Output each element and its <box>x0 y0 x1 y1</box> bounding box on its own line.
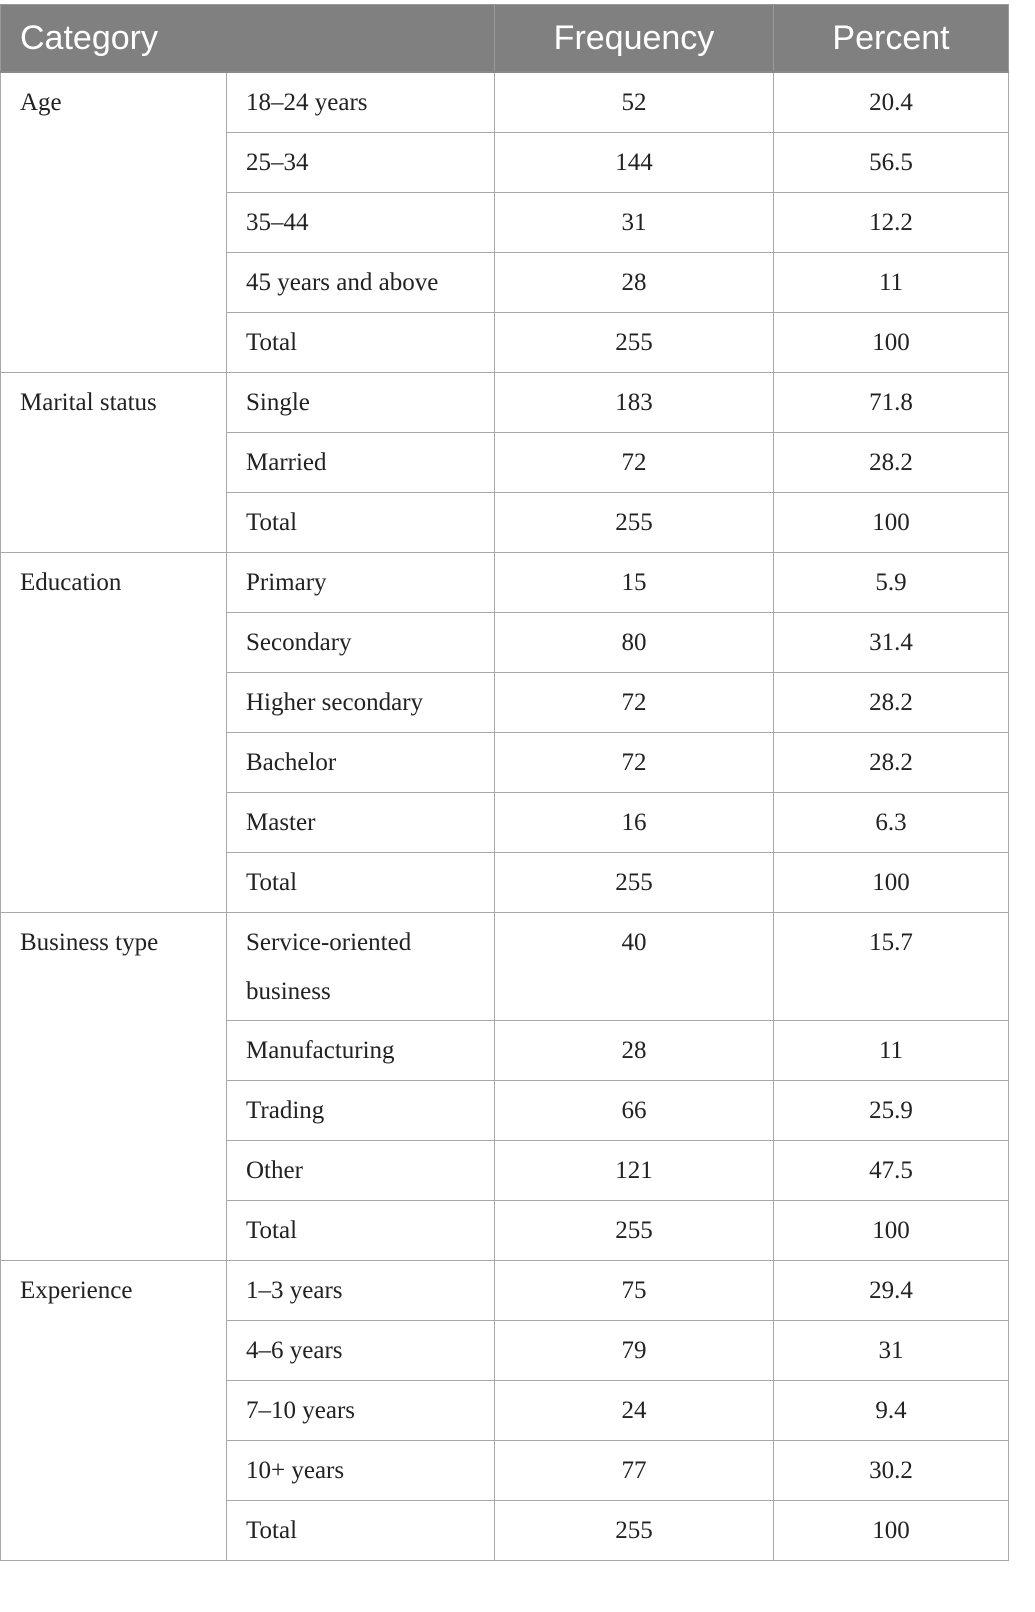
table-header <box>1 5 1009 73</box>
percent-cell: 29.4 <box>774 1260 1009 1320</box>
table-body <box>1 72 1009 1560</box>
subcategory-cell: Manufacturing <box>227 1020 495 1080</box>
subcategory-cell: Single <box>227 372 495 432</box>
subcategory-cell: Trading <box>227 1080 495 1140</box>
percent-cell: 100 <box>774 1500 1009 1560</box>
category-cell: Marital status <box>1 372 227 552</box>
frequency-cell: 15 <box>495 552 774 612</box>
header-row <box>1 5 1009 73</box>
category-cell: Education <box>1 552 227 912</box>
frequency-cell: 255 <box>495 1500 774 1560</box>
subcategory-cell: Total <box>227 852 495 912</box>
frequency-cell: 72 <box>495 432 774 492</box>
percent-cell: 11 <box>774 252 1009 312</box>
header-category: Category <box>1 5 495 73</box>
table-row <box>1 912 1009 1020</box>
percent-cell: 47.5 <box>774 1140 1009 1200</box>
frequency-cell: 16 <box>495 792 774 852</box>
percent-cell: 20.4 <box>774 72 1009 132</box>
frequency-cell: 121 <box>495 1140 774 1200</box>
frequency-cell: 24 <box>495 1380 774 1440</box>
frequency-cell: 28 <box>495 1020 774 1080</box>
subcategory-cell: 18–24 years <box>227 72 495 132</box>
subcategory-cell: Married <box>227 432 495 492</box>
frequency-cell: 52 <box>495 72 774 132</box>
subcategory-cell: Total <box>227 1200 495 1260</box>
percent-cell: 28.2 <box>774 732 1009 792</box>
percent-cell: 71.8 <box>774 372 1009 432</box>
percent-cell: 100 <box>774 852 1009 912</box>
frequency-cell: 40 <box>495 912 774 1020</box>
subcategory-cell: 7–10 years <box>227 1380 495 1440</box>
percent-cell: 31 <box>774 1320 1009 1380</box>
table-row <box>1 1260 1009 1320</box>
subcategory-cell: 45 years and above <box>227 252 495 312</box>
percent-cell: 100 <box>774 1200 1009 1260</box>
frequency-cell: 255 <box>495 852 774 912</box>
percent-cell: 56.5 <box>774 132 1009 192</box>
frequency-cell: 77 <box>495 1440 774 1500</box>
subcategory-cell: Secondary <box>227 612 495 672</box>
category-cell: Experience <box>1 1260 227 1560</box>
percent-cell: 100 <box>774 492 1009 552</box>
percent-cell: 28.2 <box>774 432 1009 492</box>
subcategory-cell: Bachelor <box>227 732 495 792</box>
percent-cell: 12.2 <box>774 192 1009 252</box>
category-cell: Business type <box>1 912 227 1260</box>
table-row <box>1 372 1009 432</box>
percent-cell: 31.4 <box>774 612 1009 672</box>
frequency-cell: 79 <box>495 1320 774 1380</box>
table-row <box>1 552 1009 612</box>
header-frequency: Frequency <box>495 5 774 73</box>
table-row <box>1 72 1009 132</box>
subcategory-cell: Service-oriented business <box>227 912 495 1020</box>
subcategory-cell: Higher secondary <box>227 672 495 732</box>
frequency-cell: 72 <box>495 672 774 732</box>
demographics-table <box>0 4 1009 1561</box>
subcategory-cell: Total <box>227 492 495 552</box>
frequency-cell: 183 <box>495 372 774 432</box>
percent-cell: 15.7 <box>774 912 1009 1020</box>
subcategory-cell: 4–6 years <box>227 1320 495 1380</box>
frequency-cell: 28 <box>495 252 774 312</box>
frequency-cell: 144 <box>495 132 774 192</box>
subcategory-cell: Master <box>227 792 495 852</box>
frequency-cell: 255 <box>495 1200 774 1260</box>
frequency-cell: 75 <box>495 1260 774 1320</box>
percent-cell: 5.9 <box>774 552 1009 612</box>
subcategory-cell: 35–44 <box>227 192 495 252</box>
frequency-cell: 255 <box>495 312 774 372</box>
percent-cell: 9.4 <box>774 1380 1009 1440</box>
frequency-cell: 255 <box>495 492 774 552</box>
header-percent: Percent <box>774 5 1009 73</box>
subcategory-cell: 10+ years <box>227 1440 495 1500</box>
percent-cell: 100 <box>774 312 1009 372</box>
percent-cell: 30.2 <box>774 1440 1009 1500</box>
frequency-cell: 66 <box>495 1080 774 1140</box>
subcategory-cell: Primary <box>227 552 495 612</box>
frequency-cell: 80 <box>495 612 774 672</box>
frequency-cell: 31 <box>495 192 774 252</box>
subcategory-cell: 25–34 <box>227 132 495 192</box>
subcategory-cell: Other <box>227 1140 495 1200</box>
frequency-cell: 72 <box>495 732 774 792</box>
percent-cell: 28.2 <box>774 672 1009 732</box>
percent-cell: 25.9 <box>774 1080 1009 1140</box>
subcategory-cell: 1–3 years <box>227 1260 495 1320</box>
category-cell: Age <box>1 72 227 372</box>
subcategory-cell: Total <box>227 312 495 372</box>
subcategory-cell: Total <box>227 1500 495 1560</box>
percent-cell: 11 <box>774 1020 1009 1080</box>
percent-cell: 6.3 <box>774 792 1009 852</box>
